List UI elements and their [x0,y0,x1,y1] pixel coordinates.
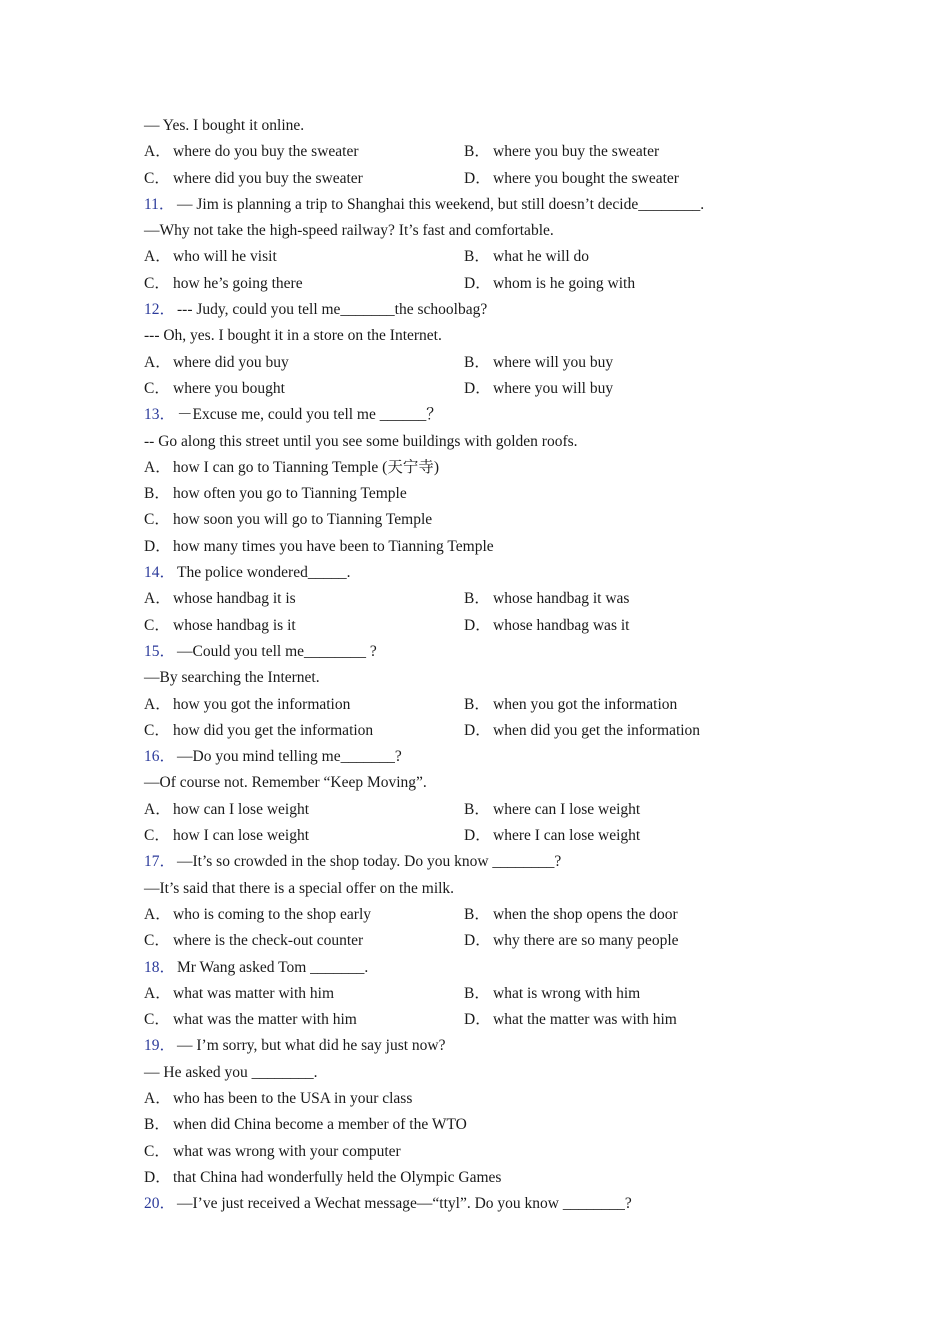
option-label: B． [464,248,490,266]
option-text: how he’s going there [173,274,303,292]
option-text: when did you get the information [493,721,701,739]
question-text: The police wondered_____. [177,564,351,582]
option-cell [464,139,784,165]
option-label: B． [464,800,490,818]
option-pair [144,586,784,612]
option-text: who will he visit [173,248,277,266]
option-text: where do you buy the sweater [173,143,359,161]
option-pair [144,1007,784,1033]
option-text: what was matter with him [173,984,334,1002]
option-text: where did you buy the sweater [173,169,363,187]
option-label: C． [144,169,170,187]
option-text: why there are so many people [493,932,679,950]
option-line [144,1086,784,1112]
question-number: 13． [144,406,176,424]
question-text: Mr Wang asked Tom _______. [177,958,369,976]
question-number: 18． [144,958,176,976]
question-text: --- Judy, could you tell me_______the schoolbag? [177,301,488,319]
option-label: B． [464,353,490,371]
option-line [144,507,784,533]
option-text: where you bought [173,379,285,397]
option-text: where did you buy [173,353,289,371]
option-cell [144,718,464,744]
option-text: where I can lose weight [493,827,641,845]
dialogue-line: — He asked you ________. [144,1063,318,1081]
option-text: when the shop opens the door [493,905,678,923]
option-cell [144,797,464,823]
option-text: when did China become a member of the WTO [173,1116,467,1134]
option-cell [464,1007,784,1033]
option-cell [144,271,464,297]
question-text: —I’ve just received a Wechat message—“ttyl”. Do you know ________? [177,1195,632,1213]
question-number: 17． [144,853,176,871]
option-label: A． [144,800,171,818]
option-label: C． [144,511,170,529]
option-text: that China had wonderfully held the Olympic Games [173,1168,502,1186]
option-label: C． [144,1142,170,1160]
option-cell [144,692,464,718]
option-text: where you will buy [493,379,614,397]
option-label: D． [464,169,491,187]
option-pair [144,271,784,297]
option-text: where will you buy [493,353,614,371]
option-label: A． [144,590,171,608]
question-text: — Jim is planning a trip to Shanghai this weekend, but still doesn’t decide________. [177,195,705,213]
question-line [144,1033,784,1059]
option-label: D． [464,274,491,292]
option-cell [464,692,784,718]
option-text: what is wrong with him [493,984,641,1002]
question-line [144,744,784,770]
option-line [144,534,784,560]
option-label: D． [464,721,491,739]
option-label: A． [144,695,171,713]
option-text: whose handbag it was [493,590,630,608]
question-line [144,639,784,665]
option-label: C． [144,1011,170,1029]
option-pair [144,823,784,849]
option-cell [464,376,784,402]
dialogue-line: -- Go along this street until you see some buildings with golden roofs. [144,432,578,450]
option-cell [464,613,784,639]
option-label: C． [144,616,170,634]
option-label: C． [144,932,170,950]
option-label: B． [144,485,170,503]
question-text: —Could you tell me________ ? [177,642,377,660]
worksheet-page [144,113,784,1217]
question-number: 16． [144,748,176,766]
option-cell [144,350,464,376]
option-text: who is coming to the shop early [173,905,372,923]
question-line [144,1191,784,1217]
option-text: how you got the information [173,695,351,713]
option-pair [144,166,784,192]
option-text: where you buy the sweater [493,143,660,161]
option-cell [144,902,464,928]
option-text: how soon you will go to Tianning Temple [173,511,433,529]
question-text: — I’m sorry, but what did he say just now? [177,1037,446,1055]
option-text: who has been to the USA in your class [173,1089,413,1107]
option-cell [464,718,784,744]
option-pair [144,350,784,376]
option-pair [144,139,784,165]
option-line [144,1112,784,1138]
option-text: whose handbag it is [173,590,296,608]
option-text: what was the matter with him [173,1011,357,1029]
dialogue-line: —Of course not. Remember “Keep Moving”. [144,774,427,792]
question-number: 19． [144,1037,176,1055]
option-cell [144,376,464,402]
option-text: how I can lose weight [173,827,310,845]
option-label: B． [464,984,490,1002]
option-label: A． [144,905,171,923]
option-cell [464,586,784,612]
option-pair [144,928,784,954]
option-label: D． [464,827,491,845]
option-cell [464,823,784,849]
option-cell [464,166,784,192]
option-pair [144,902,784,928]
dialogue-line: —It’s said that there is a special offer on the milk. [144,879,455,897]
option-text: when you got the information [493,695,678,713]
option-text: whose handbag is it [173,616,296,634]
option-line [144,481,784,507]
dialogue-line: — Yes. I bought it online. [144,117,305,134]
option-cell [144,613,464,639]
option-cell [464,902,784,928]
option-cell [144,166,464,192]
option-label: A． [144,458,171,476]
option-pair [144,797,784,823]
option-pair [144,376,784,402]
dialogue-line: —Why not take the high-speed railway? It’s fast and comfortable. [144,222,554,240]
option-text: how many times you have been to Tianning Temple [173,537,494,555]
option-label: A． [144,1089,171,1107]
option-label: D． [464,616,491,634]
option-cell [464,981,784,1007]
option-label: C． [144,827,170,845]
question-line [144,192,784,218]
option-text: whose handbag was it [493,616,630,634]
option-text: where you bought the sweater [493,169,679,187]
option-text: how often you go to Tianning Temple [173,485,407,503]
option-text: what the matter was with him [493,1011,677,1029]
option-pair [144,244,784,270]
question-text: —It’s so crowded in the shop today. Do you know ________? [177,853,562,871]
option-label: A． [144,353,171,371]
option-pair [144,981,784,1007]
option-pair [144,613,784,639]
option-cell [144,928,464,954]
option-line [144,1165,784,1191]
option-label: B． [464,905,490,923]
option-cell [464,244,784,270]
option-text: how I can go to Tianning Temple (天宁寺) [173,458,439,476]
question-number: 12． [144,301,176,319]
option-label: B． [464,143,490,161]
dialogue-line: —By searching the Internet. [144,669,320,687]
option-label: A． [144,143,171,161]
question-text: －Excuse me, could you tell me ______？ [177,406,442,424]
option-label: D． [464,932,491,950]
option-label: D． [464,1011,491,1029]
option-label: D． [144,537,171,555]
question-number: 15． [144,642,176,660]
question-number: 20． [144,1195,176,1213]
option-line [144,455,784,481]
option-text: where is the check-out counter [173,932,364,950]
option-cell [464,928,784,954]
dialogue-line: --- Oh, yes. I bought it in a store on the Internet. [144,327,442,345]
option-pair [144,692,784,718]
option-cell [144,823,464,849]
option-cell [144,139,464,165]
option-text: what was wrong with your computer [173,1142,401,1160]
question-number: 14． [144,564,176,582]
option-text: how can I lose weight [173,800,310,818]
question-line [144,560,784,586]
option-label: C． [144,379,170,397]
option-text: how did you get the information [173,721,374,739]
option-label: B． [464,590,490,608]
question-line [144,402,784,428]
option-cell [464,271,784,297]
option-label: D． [464,379,491,397]
option-label: B． [144,1116,170,1134]
option-label: C． [144,721,170,739]
option-text: where can I lose weight [493,800,641,818]
option-cell [464,350,784,376]
question-line [144,849,784,875]
question-number: 11． [144,195,175,213]
option-label: D． [144,1168,171,1186]
option-pair [144,718,784,744]
question-line [144,297,784,323]
question-text: —Do you mind telling me_______? [177,748,402,766]
option-cell [144,1007,464,1033]
option-label: B． [464,695,490,713]
option-cell [464,797,784,823]
option-cell [144,586,464,612]
option-text: what he will do [493,248,589,266]
option-label: A． [144,984,171,1002]
option-cell [144,981,464,1007]
option-label: C． [144,274,170,292]
option-cell [144,244,464,270]
option-line [144,1139,784,1165]
question-line [144,955,784,981]
option-text: whom is he going with [493,274,636,292]
option-label: A． [144,248,171,266]
